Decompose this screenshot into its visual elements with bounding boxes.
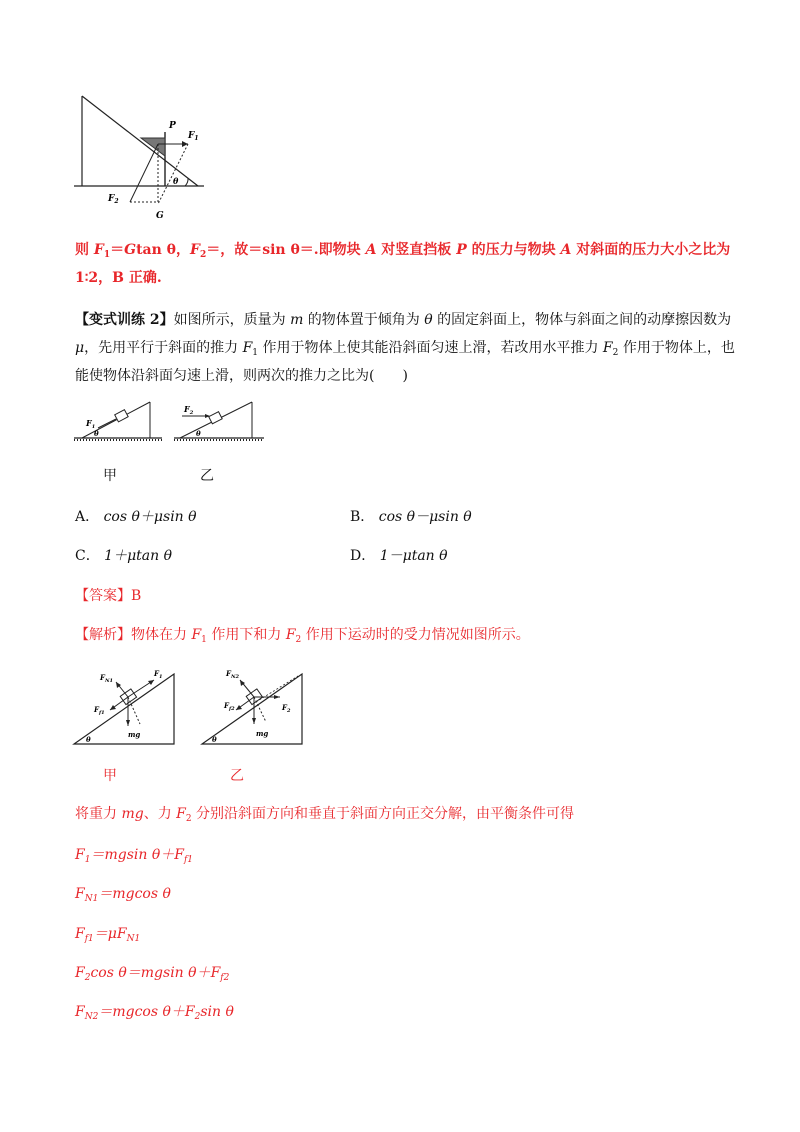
fig2-label-FN2: $F_{N2}$ — [226, 669, 240, 680]
conclusion-line-1: 则 $F_1=Gtan$ θ，$F_2=$，故＝sin θ＝.即物块 A 对竖直挡板 P 的压力与物块 A 对斜面的压力大小之比为 — [75, 242, 731, 260]
fig2-label-Ff2: $F_{f2}$ — [224, 701, 235, 712]
label-theta: θ — [173, 176, 179, 186]
equation-2: $F_{N1}=mgcos$ θ — [75, 886, 171, 904]
problem-line-3: 能使物体沿斜面匀速上滑，则两次的推力之比为( ) — [75, 368, 408, 384]
fig2-label-mg-a: mg — [128, 730, 141, 739]
problem-line-2: μ，先用平行于斜面的推力 $F_1$ 作用于物体上使其能沿斜面匀速上滑，若改用水平推力 $F_2$ 作用于物体上，也 — [75, 340, 735, 358]
top-figure — [70, 92, 210, 222]
equation-4: $F_2\cos$ θ＝mgsin $\theta+F_{f2}$ — [75, 965, 230, 983]
force-diagram-figure — [70, 660, 310, 750]
fig2-caption-jia: 甲 — [103, 768, 117, 784]
label-G: G — [156, 211, 164, 221]
fig2-label-FN1: $F_{N1}$ — [100, 673, 114, 684]
option-b[interactable]: B． cos θ－μsin θ — [350, 509, 472, 525]
equation-5: $F_{N2}=mgcos$ $\theta+F_2\sin$ θ — [75, 1004, 234, 1022]
fig1-label-F1: $F_1$ — [86, 418, 96, 430]
option-a[interactable]: A． cos θ＋μsin θ — [75, 509, 197, 525]
option-d[interactable]: D． 1－μtan θ — [350, 548, 448, 564]
incline-figure-1 — [70, 398, 270, 446]
conclusion-line-2: 1∶2，B 正确. — [75, 270, 162, 286]
fig2-label-F1: $F_1$ — [154, 669, 163, 680]
fig1-label-theta-a: θ — [94, 429, 99, 438]
fig2-caption-yi: 乙 — [230, 768, 244, 784]
answer: 【答案】B — [75, 588, 142, 604]
problem-line-1: 【变式训练 2】如图所示，质量为 m 的物体置于倾角为 θ 的固定斜面上，物体与斜面之间的动摩擦因数为 — [75, 312, 732, 328]
fig2-label-mg-b: mg — [256, 729, 269, 738]
label-F2: $F_2$ — [108, 194, 119, 205]
problem-tag: 【变式训练 2】 — [75, 312, 174, 328]
fig1-caption-jia: 甲 — [103, 468, 117, 484]
label-P: P — [169, 121, 176, 131]
fig2-label-Ff1: $F_{f1}$ — [94, 705, 105, 716]
fig1-caption-yi: 乙 — [200, 468, 214, 484]
fig2-label-theta-b: θ — [212, 735, 217, 744]
fig1-label-theta-b: θ — [196, 429, 201, 438]
fig1-label-F2: $F_2$ — [184, 404, 194, 416]
analysis-line: 【解析】物体在力 $F_1$ 作用下和力 $F_2$ 作用下运动时的受力情况如图所示。 — [75, 627, 530, 645]
equation-1: $F_1=mgsin$ $\theta+F_{f1}$ — [75, 847, 194, 865]
fig2-label-theta-a: θ — [86, 735, 91, 744]
option-c[interactable]: C． 1＋μtan θ — [75, 548, 173, 564]
label-F1: $F_1$ — [188, 131, 199, 142]
solution-intro: 将重力 mg、力 $F_2$ 分别沿斜面方向和垂直于斜面方向正交分解，由平衡条件可得 — [75, 806, 575, 824]
fig2-label-F2: $F_2$ — [282, 703, 291, 714]
equation-3: $F_{f1}=\mu F_{N1}$ — [75, 926, 141, 944]
